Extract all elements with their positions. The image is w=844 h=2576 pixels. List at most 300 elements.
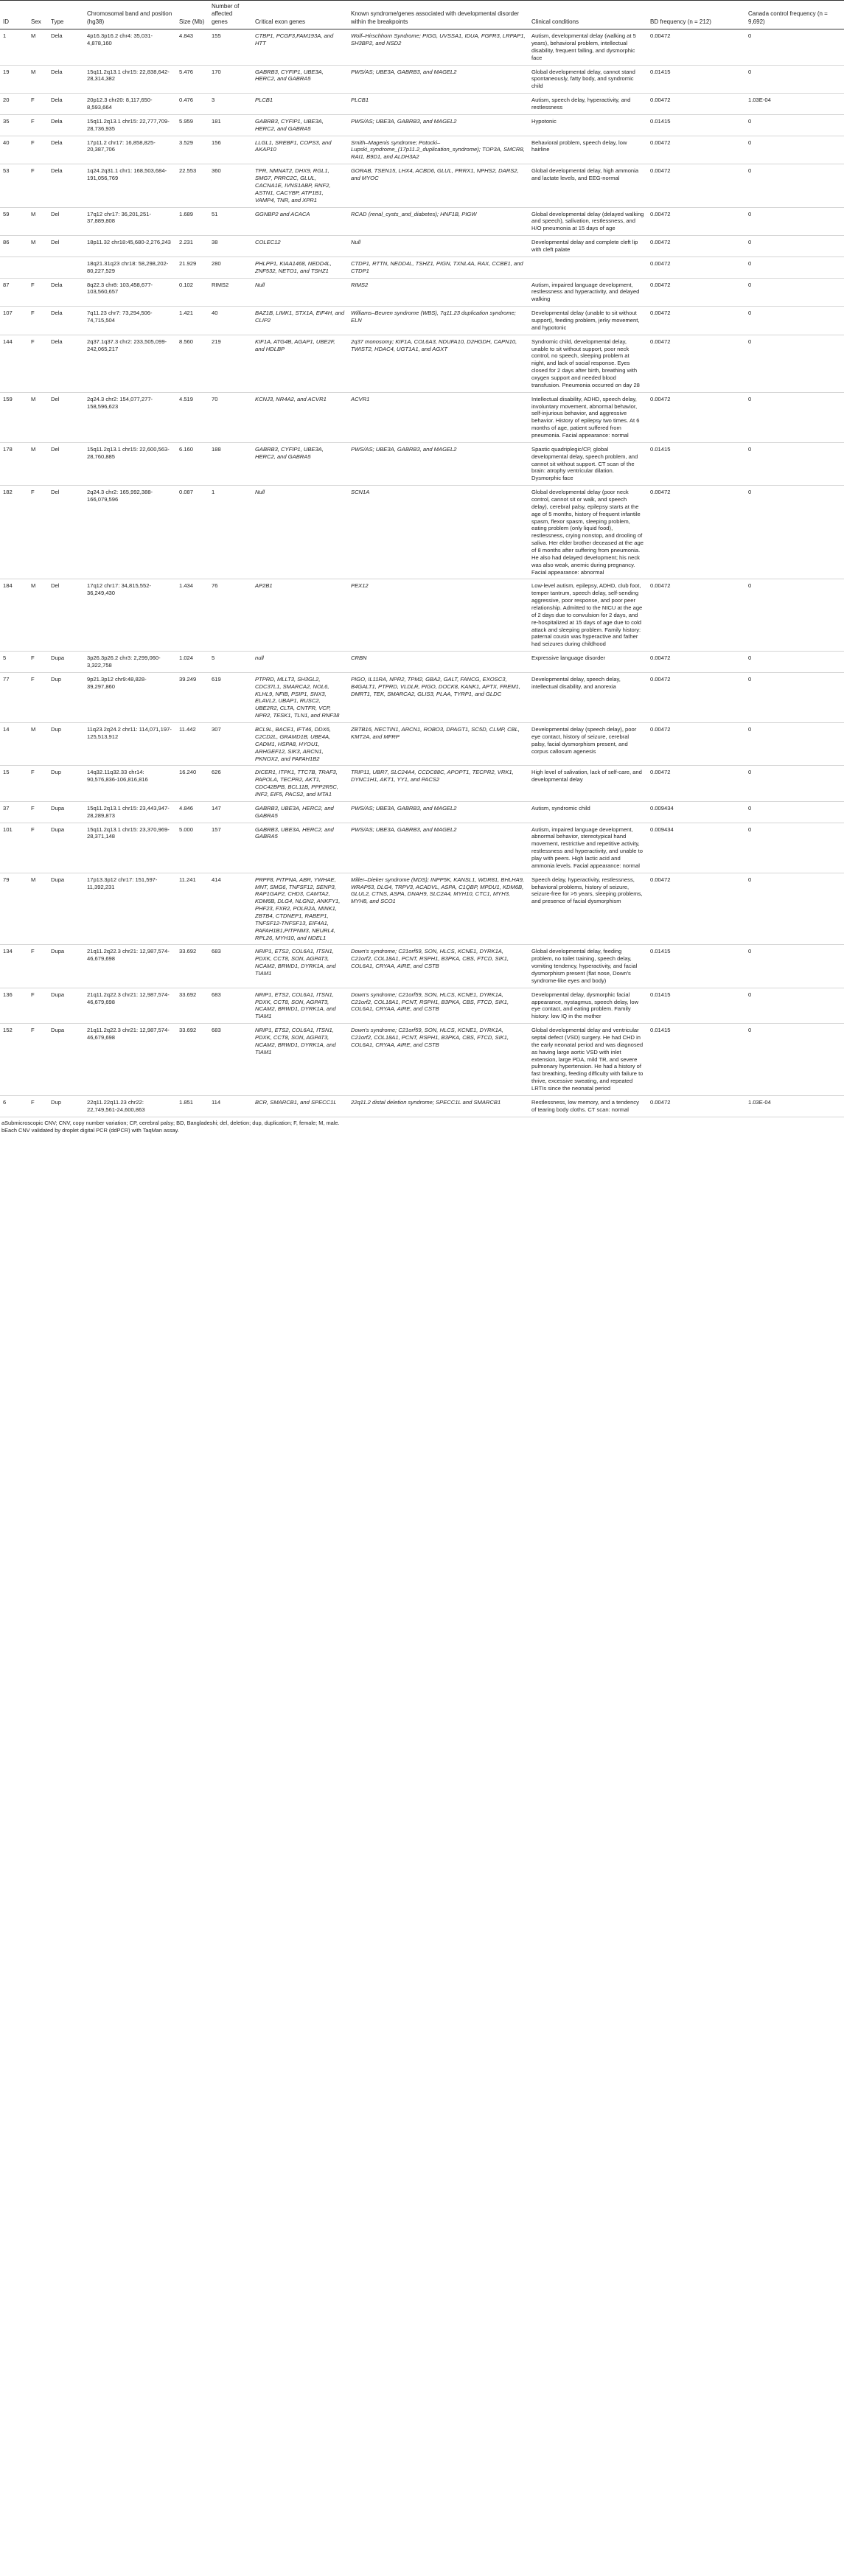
cell-id: 79 bbox=[0, 873, 28, 945]
cell-type: Dela bbox=[48, 164, 84, 207]
cell-gene-count: RIMS2 bbox=[209, 278, 252, 307]
table-row bbox=[0, 823, 844, 873]
cell-syndrome: ZBTB16, NECTIN1, ARCN1, ROBO3, DPAGT1, SC5D, CLMP, CBL, KMT2A, and MFRP bbox=[348, 723, 529, 766]
cell-id bbox=[0, 256, 28, 278]
cell-gene-count: 51 bbox=[209, 207, 252, 236]
cell-type: Dup bbox=[48, 672, 84, 722]
cell-exon-genes: KCNJ3, NR4A2, and ACVR1 bbox=[252, 392, 348, 442]
header-band: Chromosomal band and position (hg38) bbox=[84, 1, 176, 29]
cell-size: 4.843 bbox=[176, 29, 209, 65]
cell-size: 0.102 bbox=[176, 278, 209, 307]
cell-exon-genes: GABRB3, CYFIP1, UBE3A, HERC2, and GABRA5 bbox=[252, 442, 348, 485]
cnv-table bbox=[0, 0, 844, 1117]
cell-clinical: Global developmental delay, cannot stand spontaneously, fatty body, and syndromic child bbox=[529, 65, 647, 94]
cell-type: Dela bbox=[48, 94, 84, 115]
cell-id: 136 bbox=[0, 988, 28, 1023]
cell-band: 17q12 chr17: 36,201,251-37,889,808 bbox=[84, 207, 176, 236]
cell-sex: F bbox=[28, 136, 48, 164]
cell-id: 101 bbox=[0, 823, 28, 873]
table-row bbox=[0, 801, 844, 823]
cell-syndrome: GORAB, TSEN15, LHX4, ACBD6, GLUL, PRRX1, NPHS2, DARS2, and MYOC bbox=[348, 164, 529, 207]
cell-exon-genes: NRIP1, ETS2, COL6A1, ITSN1, PDXK, CCT8, SON, AGPAT3, NCAM2, BRWD1, DYRK1A, and TIAM1 bbox=[252, 988, 348, 1023]
cell-gene-count: 683 bbox=[209, 988, 252, 1023]
cell-control-frequency: 0 bbox=[745, 114, 844, 136]
cell-syndrome: Miller–Dieker syndrome (MDS); INPP5K, KANSL1, WDR81, BHLHA9, WRAP53, DLG4, TRPV3, ACADVL, ASPA, C1QBP, MPDU1, KDM6B, GLUL2, CTNS, ASPA, DNAH9, SLC2A4, MYH10, CTC1, MYH3, MYH8, and SCO1 bbox=[348, 873, 529, 945]
cell-size: 1.689 bbox=[176, 207, 209, 236]
cell-bd-frequency: 0.00472 bbox=[647, 486, 745, 579]
cell-type: Dela bbox=[48, 335, 84, 392]
cell-sex: M bbox=[28, 29, 48, 65]
cell-type: Del bbox=[48, 442, 84, 485]
cell-clinical: Autism, speech delay, hyperactivity, and restlessness bbox=[529, 94, 647, 115]
header-syndrome: Known syndrome/genes associated with developmental disorder within the breakpoints bbox=[348, 1, 529, 29]
header-type: Type bbox=[48, 1, 84, 29]
cell-exon-genes: Null bbox=[252, 486, 348, 579]
cell-type: Dupa bbox=[48, 1024, 84, 1096]
cell-band: 17p13.3p12 chr17: 151,597-11,392,231 bbox=[84, 873, 176, 945]
cell-sex: F bbox=[28, 486, 48, 579]
cell-band: 3p26.3p26.2 chr3: 2,299,060-3,322,758 bbox=[84, 652, 176, 673]
cell-control-frequency: 0 bbox=[745, 236, 844, 257]
cell-size: 0.476 bbox=[176, 94, 209, 115]
cell-band: 21q11.2q22.3 chr21: 12,987,574-46,679,698 bbox=[84, 945, 176, 988]
cell-band: 7q11.23 chr7: 73,294,506-74,715,504 bbox=[84, 307, 176, 335]
cell-bd-frequency: 0.00472 bbox=[647, 579, 745, 652]
cell-id: 59 bbox=[0, 207, 28, 236]
cell-size: 1.421 bbox=[176, 307, 209, 335]
cell-sex: F bbox=[28, 988, 48, 1023]
cell-exon-genes: GABRB3, CYFIP1, UBE3A, HERC2, and GABRA5 bbox=[252, 114, 348, 136]
cell-gene-count: 76 bbox=[209, 579, 252, 652]
cell-exon-genes: DICER1, ITPK1, TTC7B, TRAF3, PAPOLA, TECPR2, AKT1, CDC42BPB, BCL11B, PPP2R5C, INF2, EIF5, PACS2, and MTA1 bbox=[252, 766, 348, 801]
cell-size: 33.692 bbox=[176, 988, 209, 1023]
table-row bbox=[0, 873, 844, 945]
cell-id: 77 bbox=[0, 672, 28, 722]
cell-bd-frequency: 0.00472 bbox=[647, 766, 745, 801]
cell-exon-genes: BAZ1B, LIMK1, STX1A, EIF4H, and CLIP2 bbox=[252, 307, 348, 335]
cell-exon-genes: CTBP1, PCGF3,FAM193A, and HTT bbox=[252, 29, 348, 65]
cell-exon-genes: GABRB3, CYFIP1, UBE3A, HERC2, and GABRA5 bbox=[252, 65, 348, 94]
cell-control-frequency: 0 bbox=[745, 392, 844, 442]
cell-id: 159 bbox=[0, 392, 28, 442]
cell-sex: M bbox=[28, 873, 48, 945]
cell-syndrome: TRIP11, UBR7, SLC24A4, CCDC88C, APOPT1, TECPR2, VRK1, DYNC1H1, AKT1, YY1, and PACS2 bbox=[348, 766, 529, 801]
cell-gene-count: 683 bbox=[209, 945, 252, 988]
cell-clinical: Developmental delay, speech delay, intellectual disability, and anorexia bbox=[529, 672, 647, 722]
cell-control-frequency: 0 bbox=[745, 335, 844, 392]
header-id: ID bbox=[0, 1, 28, 29]
cell-bd-frequency: 0.00472 bbox=[647, 873, 745, 945]
cell-bd-frequency: 0.00472 bbox=[647, 136, 745, 164]
cell-size: 33.692 bbox=[176, 1024, 209, 1096]
cell-clinical: Hypotonic bbox=[529, 114, 647, 136]
cell-id: 134 bbox=[0, 945, 28, 988]
cell-gene-count: 683 bbox=[209, 1024, 252, 1096]
cell-clinical: Autism, developmental delay (walking at 5 years), behavioral problem, intellectual disability, frequent falling, and dysmorphic face bbox=[529, 29, 647, 65]
cell-bd-frequency: 0.01415 bbox=[647, 65, 745, 94]
table-row bbox=[0, 766, 844, 801]
cell-clinical: High level of salivation, lack of self-care, and developmental delay bbox=[529, 766, 647, 801]
cell-id: 152 bbox=[0, 1024, 28, 1096]
cell-band: 15q11.2q13.1 chr15: 22,600,563-28,760,885 bbox=[84, 442, 176, 485]
cell-gene-count: 414 bbox=[209, 873, 252, 945]
cell-bd-frequency: 0.00472 bbox=[647, 256, 745, 278]
cell-band: 8q22.3 chr8: 103,458,677-103,560,657 bbox=[84, 278, 176, 307]
cell-id: 20 bbox=[0, 94, 28, 115]
cell-exon-genes: PRPF8, PITPNA, ABR, YWHAE, MNT, SMG6, TNFSF12, SENP3, RAP1GAP2, CHD3, CAMTA2, KDM6B, DLG4, NLGN2, ANKFY1, PHF23, FXR2, POLR2A, MINK1, ZBTB4, CTDNEP1, RABEP1, TNFSF12-TNFSF13, EIF4A1, PAFAH1B1,PITPNM3, NEURL4, RPL26, MYH10, and NDEL1 bbox=[252, 873, 348, 945]
cell-control-frequency: 0 bbox=[745, 672, 844, 722]
cell-bd-frequency: 0.01415 bbox=[647, 442, 745, 485]
cell-size: 4.846 bbox=[176, 801, 209, 823]
cell-clinical: Global developmental delay, high ammonia and lactate levels, and EEG-normal bbox=[529, 164, 647, 207]
table-row bbox=[0, 256, 844, 278]
cell-size: 21.929 bbox=[176, 256, 209, 278]
cell-id: 87 bbox=[0, 278, 28, 307]
cell-band: 11q23.2q24.2 chr11: 114,071,197-125,513,912 bbox=[84, 723, 176, 766]
table-row bbox=[0, 945, 844, 988]
cell-syndrome: Williams–Beuren syndrome (WBS), 7q11.23 duplication syndrome; ELN bbox=[348, 307, 529, 335]
cell-sex: F bbox=[28, 945, 48, 988]
cell-size: 1.024 bbox=[176, 652, 209, 673]
cell-clinical: Global developmental delay (delayed walking and speech), salivation, restlessness, and H/O pneumonia at 15 days of age bbox=[529, 207, 647, 236]
cell-syndrome: PLCB1 bbox=[348, 94, 529, 115]
cell-sex: F bbox=[28, 114, 48, 136]
cell-clinical: Spastic quadriplegic/CP, global developmental delay, speech problem, and cannot sit without support. CT scan of the brain: atrophy ventricular dilation. Dysmorphic face bbox=[529, 442, 647, 485]
table-row bbox=[0, 1095, 844, 1117]
cell-bd-frequency: 0.00472 bbox=[647, 207, 745, 236]
cell-type: Dup bbox=[48, 766, 84, 801]
cell-gene-count: 219 bbox=[209, 335, 252, 392]
cell-syndrome: PIGO, IL11RA, NPR2, TPM2, GBA2, GALT, FANCG, EXOSC3, B4GALT1, PTPRD, VLDLR, PIGO, DOCK8, KANK1, APTX, FREM1, DMRT1, TEK, SMARCA2, GLIS3, PLAA, TYRP1, and GLDC bbox=[348, 672, 529, 722]
cell-syndrome: PWS/AS; UBE3A, GABRB3, and MAGEL2 bbox=[348, 823, 529, 873]
cell-clinical: Expressive language disorder bbox=[529, 652, 647, 673]
cell-type: Dela bbox=[48, 136, 84, 164]
cell-sex: M bbox=[28, 207, 48, 236]
cell-gene-count: 181 bbox=[209, 114, 252, 136]
cnv-table-container bbox=[0, 0, 844, 1134]
cell-bd-frequency: 0.01415 bbox=[647, 1024, 745, 1096]
cell-syndrome: PWS/AS; UBE3A, GABRB3, and MAGEL2 bbox=[348, 442, 529, 485]
table-footnotes bbox=[0, 1117, 844, 1134]
cell-sex: F bbox=[28, 801, 48, 823]
cell-id: 107 bbox=[0, 307, 28, 335]
cell-bd-frequency: 0.00472 bbox=[647, 392, 745, 442]
cell-sex: F bbox=[28, 672, 48, 722]
cell-sex: F bbox=[28, 652, 48, 673]
header-control-frequency: Canada control frequency (n = 9,692) bbox=[745, 1, 844, 29]
cell-exon-genes: AP2B1 bbox=[252, 579, 348, 652]
cell-gene-count: 155 bbox=[209, 29, 252, 65]
table-row bbox=[0, 94, 844, 115]
header-size: Size (Mb) bbox=[176, 1, 209, 29]
cell-type: Dupa bbox=[48, 988, 84, 1023]
cell-gene-count: 1 bbox=[209, 486, 252, 579]
cell-band: 15q11.2q13.1 chr15: 23,370,969-28,371,148 bbox=[84, 823, 176, 873]
cell-control-frequency: 0 bbox=[745, 579, 844, 652]
cell-syndrome: 22q11.2 distal deletion syndrome; SPECC1L and SMARCB1 bbox=[348, 1095, 529, 1117]
cell-size: 8.560 bbox=[176, 335, 209, 392]
cell-exon-genes: BCR, SMARCB1, and SPECC1L bbox=[252, 1095, 348, 1117]
cell-bd-frequency: 0.00472 bbox=[647, 335, 745, 392]
cell-control-frequency: 1.03E-04 bbox=[745, 94, 844, 115]
cell-control-frequency: 0 bbox=[745, 207, 844, 236]
cell-bd-frequency: 0.009434 bbox=[647, 801, 745, 823]
cell-size: 5.959 bbox=[176, 114, 209, 136]
cell-gene-count: 147 bbox=[209, 801, 252, 823]
cell-exon-genes: KIF1A, ATG4B, AGAP1, UBE2F, and HDLBP bbox=[252, 335, 348, 392]
cell-bd-frequency: 0.01415 bbox=[647, 945, 745, 988]
cell-control-frequency: 0 bbox=[745, 723, 844, 766]
cell-type: Del bbox=[48, 236, 84, 257]
cell-control-frequency: 0 bbox=[745, 164, 844, 207]
cell-size: 39.249 bbox=[176, 672, 209, 722]
table-header-row bbox=[0, 1, 844, 29]
cell-sex: M bbox=[28, 723, 48, 766]
cell-syndrome: PWS/AS; UBE3A, GABRB3, and MAGEL2 bbox=[348, 801, 529, 823]
cell-gene-count: 156 bbox=[209, 136, 252, 164]
cell-gene-count: 619 bbox=[209, 672, 252, 722]
table-row bbox=[0, 988, 844, 1023]
cell-clinical: Global developmental delay, feeding problem, no toilet training, speech delay, vomiting tendency, hyperactivity, and facial dysmorphism present (flat nose, Down's syndrome-like eyes and body) bbox=[529, 945, 647, 988]
cell-band: 21q11.2q22.3 chr21: 12,987,574-46,679,698 bbox=[84, 1024, 176, 1096]
cell-type: Dupa bbox=[48, 873, 84, 945]
table-row bbox=[0, 579, 844, 652]
cell-sex: F bbox=[28, 278, 48, 307]
cell-bd-frequency: 0.00472 bbox=[647, 672, 745, 722]
cell-size: 16.240 bbox=[176, 766, 209, 801]
cell-control-frequency: 0 bbox=[745, 65, 844, 94]
cell-control-frequency: 0 bbox=[745, 29, 844, 65]
cell-size: 33.692 bbox=[176, 945, 209, 988]
cell-control-frequency: 0 bbox=[745, 307, 844, 335]
cell-type: Dela bbox=[48, 29, 84, 65]
cell-id: 19 bbox=[0, 65, 28, 94]
table-row bbox=[0, 672, 844, 722]
cell-type: Dela bbox=[48, 65, 84, 94]
cell-syndrome: Down's syndrome; C21orf59, SON, HLCS, KCNE1, DYRK1A, C21orf2, COL18A1, PCNT, RSPH1, B3PKA, CBS, FTCD, SIK1, COL6A1, CRYAA, AIRE, and CSTB bbox=[348, 1024, 529, 1096]
table-body bbox=[0, 29, 844, 1117]
cell-id: 5 bbox=[0, 652, 28, 673]
cell-type: Dup bbox=[48, 723, 84, 766]
cell-control-frequency: 0 bbox=[745, 766, 844, 801]
cell-gene-count: 5 bbox=[209, 652, 252, 673]
cell-type: Dup bbox=[48, 1095, 84, 1117]
cell-band: 18q21.31q23 chr18: 58,298,202-80,227,529 bbox=[84, 256, 176, 278]
cell-size: 6.160 bbox=[176, 442, 209, 485]
cell-syndrome: Down's syndrome; C21orf59, SON, HLCS, KCNE1, DYRK1A, C21orf2, COL18A1, PCNT, RSPH1, B3PKA, CBS, FTCD, SIK1, COL6A1, CRYAA, AIRE, and CSTB bbox=[348, 988, 529, 1023]
table-row bbox=[0, 335, 844, 392]
header-gene-count: Number of affected genes bbox=[209, 1, 252, 29]
cell-clinical: Global developmental delay and ventricular septal defect (VSD) surgery. He had CHD in the early neonatal period and was diagnosed as having large aortic VSD with inlet extension, large PDA, mild TR, and severe pulmonary hypertension. He had a history of fast breathing, feeding difficulty with failure to thrive, excessive sweating, and repeated LRTIs since the neonatal period bbox=[529, 1024, 647, 1096]
cell-sex bbox=[28, 256, 48, 278]
cell-sex: M bbox=[28, 65, 48, 94]
cell-band: 1q24.2q31.1 chr1: 168,503,684-191,056,769 bbox=[84, 164, 176, 207]
cell-clinical: Low-level autism, epilepsy, ADHD, club foot, temper tantrum, speech delay, self-sending aggressive, poor response, and poor peer relationship. Admitted to the NICU at the age of 2 days due to convulsion for 2 days, and re-hospitalized at 15 days of age due to cold attack and sleeping problem. Family history: paternal cousin was hyperactive and father had seizures during childhood bbox=[529, 579, 647, 652]
cell-sex: F bbox=[28, 1024, 48, 1096]
cell-gene-count: 70 bbox=[209, 392, 252, 442]
cell-exon-genes: null bbox=[252, 652, 348, 673]
cell-size: 5.476 bbox=[176, 65, 209, 94]
cell-gene-count: 3 bbox=[209, 94, 252, 115]
cell-control-frequency: 0 bbox=[745, 801, 844, 823]
cell-gene-count: 40 bbox=[209, 307, 252, 335]
cell-clinical: Behavioral problem, speech delay, low hairline bbox=[529, 136, 647, 164]
cell-type: Dupa bbox=[48, 823, 84, 873]
table-row bbox=[0, 207, 844, 236]
cell-control-frequency: 0 bbox=[745, 1024, 844, 1096]
cell-bd-frequency: 0.00472 bbox=[647, 236, 745, 257]
cell-bd-frequency: 0.00472 bbox=[647, 164, 745, 207]
cell-band: 15q11.2q13.1 chr15: 22,838,642-28,314,382 bbox=[84, 65, 176, 94]
cell-clinical: Intellectual disability, ADHD, speech delay, involuntary movement, abnormal behavior, self-injurious behavior, and aggressive behavior. History of epilepsy two times. At 6 months of age, patient suffered from pneumonia. Facial appearance: normal bbox=[529, 392, 647, 442]
cell-id: 86 bbox=[0, 236, 28, 257]
table-row bbox=[0, 486, 844, 579]
cell-syndrome: Down's syndrome; C21orf59, SON, HLCS, KCNE1, DYRK1A, C21orf2, COL18A1, PCNT, RSPH1, B3PKA, CBS, FTCD, SIK1, COL6A1, CRYAA, AIRE, and CSTB bbox=[348, 945, 529, 988]
cell-size: 5.000 bbox=[176, 823, 209, 873]
cell-sex: F bbox=[28, 94, 48, 115]
cell-gene-count: 157 bbox=[209, 823, 252, 873]
cell-control-frequency: 0 bbox=[745, 873, 844, 945]
cell-gene-count: 626 bbox=[209, 766, 252, 801]
cell-type: Dela bbox=[48, 114, 84, 136]
cell-syndrome: ACVR1 bbox=[348, 392, 529, 442]
cell-band: 17q12 chr17: 34,815,552-36,249,430 bbox=[84, 579, 176, 652]
cell-exon-genes: PHLPP1, KIAA1468, NEDD4L, ZNF532, NETO1, and TSHZ1 bbox=[252, 256, 348, 278]
cell-type: Del bbox=[48, 392, 84, 442]
cell-exon-genes: GABRB3, UBE3A, HERC2, and GABRA5 bbox=[252, 823, 348, 873]
cell-size: 11.442 bbox=[176, 723, 209, 766]
cell-id: 184 bbox=[0, 579, 28, 652]
cell-id: 15 bbox=[0, 766, 28, 801]
table-row bbox=[0, 65, 844, 94]
cell-control-frequency: 0 bbox=[745, 136, 844, 164]
cell-exon-genes: NRIP1, ETS2, COL6A1, ITSN1, PDXK, CCT8, SON, AGPAT3, NCAM2, BRWD1, DYRK1A, and TIAM1 bbox=[252, 945, 348, 988]
cell-type: Dela bbox=[48, 278, 84, 307]
cell-size: 0.087 bbox=[176, 486, 209, 579]
cell-clinical: Developmental delay (speech delay), poor eye contact, history of seizure, cerebral palsy, facial dysmorphism present, and corpus callosum agenesis bbox=[529, 723, 647, 766]
cell-syndrome: PWS/AS; UBE3A, GABRB3, and MAGEL2 bbox=[348, 65, 529, 94]
cell-sex: F bbox=[28, 823, 48, 873]
header-sex: Sex bbox=[28, 1, 48, 29]
header-clinical: Clinical conditions bbox=[529, 1, 647, 29]
cell-exon-genes: GGNBP2 and ACACA bbox=[252, 207, 348, 236]
cell-control-frequency: 0 bbox=[745, 988, 844, 1023]
cell-type: Dupa bbox=[48, 945, 84, 988]
cell-syndrome: Smith–Magenis syndrome; Potocki–Lupski_syndrome_(17p11.2_duplication_syndrome); TOP3A, SMCR8, RAI1, B9D1, and ALDH3A2 bbox=[348, 136, 529, 164]
cell-exon-genes: Null bbox=[252, 278, 348, 307]
cell-clinical: Global developmental delay (poor neck control, cannot sit or walk, and speech delay), cerebral palsy, epilepsy starts at the age of 5 months, history of frequent infantile spasm, flexor spasm, sleeping problem, eating problem (only liquid food), restlessness, crying nonstop, and drooling of saliva. Her elder brother deceased at the age of 8 months after suffering from pneumonia. He also had delayed development; his neck was also weak, anemic during pregnancy. Facial appearance: abnormal bbox=[529, 486, 647, 579]
cell-syndrome: SCN1A bbox=[348, 486, 529, 579]
cell-gene-count: 188 bbox=[209, 442, 252, 485]
cell-band: 14q32.11q32.33 chr14: 90,576,836-106,816,816 bbox=[84, 766, 176, 801]
cell-clinical: Autism, impaired language development, restlessness and hyperactivity, and delayed walking bbox=[529, 278, 647, 307]
cell-bd-frequency: 0.00472 bbox=[647, 94, 745, 115]
cell-size: 3.529 bbox=[176, 136, 209, 164]
table-row bbox=[0, 307, 844, 335]
cell-sex: M bbox=[28, 442, 48, 485]
cell-exon-genes: GABRB3, UBE3A, HERC2, and GABRA5 bbox=[252, 801, 348, 823]
header-exon-genes: Critical exon genes bbox=[252, 1, 348, 29]
cell-band: 4p16.3p16.2 chr4: 35,031-4,878,160 bbox=[84, 29, 176, 65]
cell-control-frequency: 0 bbox=[745, 486, 844, 579]
cell-type: Del bbox=[48, 579, 84, 652]
cell-size: 4.519 bbox=[176, 392, 209, 442]
cell-band: 2q24.3 chr2: 165,992,388-166,079,596 bbox=[84, 486, 176, 579]
cell-id: 53 bbox=[0, 164, 28, 207]
cell-type bbox=[48, 256, 84, 278]
cell-type: Dupa bbox=[48, 652, 84, 673]
table-row bbox=[0, 136, 844, 164]
table-row bbox=[0, 164, 844, 207]
cell-exon-genes: PLCB1 bbox=[252, 94, 348, 115]
cell-bd-frequency: 0.00472 bbox=[647, 29, 745, 65]
table-row bbox=[0, 114, 844, 136]
table-row bbox=[0, 278, 844, 307]
cell-clinical: Syndromic child, developmental delay, unable to sit without support, poor neck control, no speech, sleeping problem at night, and lack of social response. Eyes closed for 2 days after birth, breathing with oxygen support and needed blood transfusion. Pneumonia occurred on day 28 bbox=[529, 335, 647, 392]
cell-syndrome: PWS/AS; UBE3A, GABRB3, and MAGEL2 bbox=[348, 114, 529, 136]
cell-syndrome: RCAD (renal_cysts_and_diabetes); HNF1B, PIGW bbox=[348, 207, 529, 236]
cell-gene-count: 114 bbox=[209, 1095, 252, 1117]
cell-clinical: Developmental delay and complete cleft lip with cleft palate bbox=[529, 236, 647, 257]
cell-gene-count: 170 bbox=[209, 65, 252, 94]
cell-size: 22.553 bbox=[176, 164, 209, 207]
cell-syndrome: 2q37 monosomy; KIF1A, COL6A3, NDUFA10, D2HGDH, CAPN10, TWIST2, HDAC4, UGT1A1, and AGXT bbox=[348, 335, 529, 392]
cell-sex: F bbox=[28, 164, 48, 207]
cell-syndrome: RIMS2 bbox=[348, 278, 529, 307]
cell-band: 15q11.2q13.1 chr15: 22,777,709-28,736,935 bbox=[84, 114, 176, 136]
cell-band: 2q24.3 chr2: 154,077,277-158,596,623 bbox=[84, 392, 176, 442]
cell-clinical: Autism, impaired language development, abnormal behavior, stereotypical hand movement, restrictive and repetitive activity, restlessness and hyperactivity, and unable to play with peers. High lactic acid and ammonia levels. Facial appearance: normal bbox=[529, 823, 647, 873]
cell-band: 21q11.2q22.3 chr21: 12,987,574-46,679,698 bbox=[84, 988, 176, 1023]
cell-sex: M bbox=[28, 392, 48, 442]
cell-band: 22q11.22q11.23 chr22: 22,749,561-24,600,863 bbox=[84, 1095, 176, 1117]
cell-control-frequency: 0 bbox=[745, 278, 844, 307]
footnote-abbreviations: aSubmicroscopic CNV; CNV, copy number variation; CP, cerebral palsy; BD, Bangladeshi; del, deletion; dup, duplication; F, female; M, male. bbox=[1, 1119, 340, 1126]
cell-exon-genes: PTPRD, MLLT3, SH3GL2, CDC37L1, SMARCA2, NOL6, KLHL9, NFIB, PSIP1, SNX3, ELAVL2, UBAP1, RUSC2, UBE2R2, CLTA, CNTFR, VCP, NPR2, TESK1, TLN1, and RNF38 bbox=[252, 672, 348, 722]
cell-type: Del bbox=[48, 486, 84, 579]
cell-sex: F bbox=[28, 335, 48, 392]
cell-syndrome: CTDP1, RTTN, NEDD4L, TSHZ1, PIGN, TXNL4A, RAX, CCBE1, and CTDP1 bbox=[348, 256, 529, 278]
cell-control-frequency: 1.03E-04 bbox=[745, 1095, 844, 1117]
cell-exon-genes: COLEC12 bbox=[252, 236, 348, 257]
cell-bd-frequency: 0.01415 bbox=[647, 114, 745, 136]
cell-bd-frequency: 0.00472 bbox=[647, 723, 745, 766]
cell-clinical: Restlessness, low memory, and a tendency of tearing body cloths. CT scan: normal bbox=[529, 1095, 647, 1117]
cell-exon-genes: NRIP1, ETS2, COL6A1, ITSN1, PDXK, CCT8, SON, AGPAT3, NCAM2, BRWD1, DYRK1A, and TIAM1 bbox=[252, 1024, 348, 1096]
table-row bbox=[0, 392, 844, 442]
cell-control-frequency: 0 bbox=[745, 256, 844, 278]
cell-clinical: Developmental delay, dysmorphic facial appearance, nystagmus, speech delay, low eye contact, and eating problem. Family history: low IQ in the mother bbox=[529, 988, 647, 1023]
cell-sex: M bbox=[28, 579, 48, 652]
cell-id: 35 bbox=[0, 114, 28, 136]
table-row bbox=[0, 442, 844, 485]
cell-size: 1.851 bbox=[176, 1095, 209, 1117]
cell-bd-frequency: 0.00472 bbox=[647, 652, 745, 673]
cell-bd-frequency: 0.00472 bbox=[647, 307, 745, 335]
cell-syndrome: Wolf–Hirschhorn Syndrome; PIGG, UVSSA1, IDUA, FGFR3, LRPAP1, SH3BP2, and NSD2 bbox=[348, 29, 529, 65]
cell-control-frequency: 0 bbox=[745, 652, 844, 673]
cell-sex: F bbox=[28, 307, 48, 335]
cell-exon-genes: TPR, NMNAT2, DHX9, RGL1, SMG7, PRRC2C, GLUL, CACNA1E, IVNS1ABP, RNF2, ASTN1, CACYBP, ATP1B1, VAMP4, TNR, and XPR1 bbox=[252, 164, 348, 207]
cell-id: 144 bbox=[0, 335, 28, 392]
cell-type: Del bbox=[48, 207, 84, 236]
cell-band: 2q37.1q37.3 chr2: 233,505,099-242,065,217 bbox=[84, 335, 176, 392]
cell-band: 9p21.3p12 chr9:48,828-39,297,860 bbox=[84, 672, 176, 722]
cell-sex: M bbox=[28, 236, 48, 257]
cell-syndrome: PEX12 bbox=[348, 579, 529, 652]
cell-syndrome: Null bbox=[348, 236, 529, 257]
table-row bbox=[0, 29, 844, 65]
